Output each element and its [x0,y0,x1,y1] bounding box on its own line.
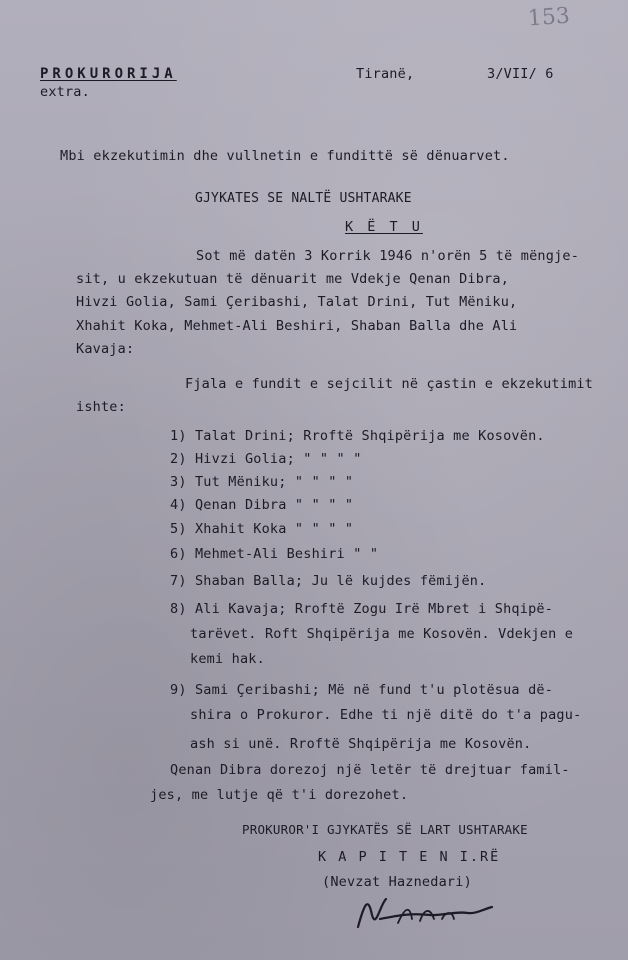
entry-7: 7) Shaban Balla; Ju lë kujdes fëmijën. [170,573,487,589]
entry-3: 3) Tut Mëniku; " " " " [170,474,354,490]
subject-line: Mbi ekzekutimin dhe vullnetin e fundittë së dënuarvet. [60,148,510,164]
signature-title: PROKUROR'I GJYKATËS SË LART USHTARAKE [242,822,528,837]
entry-9-line-2: shira o Prokuror. Edhe ti një ditë do t'a pagu- [190,707,582,723]
closing-line-1: Qenan Dibra dorezoj një letër të drejtuar famil- [170,762,570,778]
entry-1: 1) Talat Drini; Rroftë Shqipërija me Kosovën. [170,428,545,444]
entry-5: 5) Xhahit Koka " " " " [170,521,354,537]
intro-line-2: sit, u ekzekutuan të dënuarit me Vdekje Qenan Dibra, [76,271,510,287]
signature-rank: K A P I T E N I.RË [318,849,501,865]
handwritten-signature [350,885,500,935]
place: Tiranë, [356,66,415,82]
intro-line-4: Xhahit Koka, Mehmet-Ali Beshiri, Shaban Balla dhe Ali [76,318,518,334]
office-name: PROKURORIJA [40,66,177,82]
entry-9-line-1: 9) Sami Çeribashi; Më në fund t'u plotësua dë- [170,682,554,698]
last-words-intro-2: ishte: [76,399,126,415]
entry-6: 6) Mehmet-Ali Beshiri " " [170,546,379,562]
entry-8-line-3: kemi hak. [190,651,265,667]
last-words-intro-1: Fjala e fundit e sejcilit në çastin e ekzekutimit [185,376,594,392]
intro-line-5: Kavaja: [76,341,135,357]
intro-line-1: Sot më datën 3 Korrik 1946 n'orën 5 të mëngje- [196,248,580,264]
entry-2: 2) Hivzi Golia; " " " " [170,451,362,467]
addressee-court: GJYKATES SE NALTË USHTARAKE [195,191,412,206]
entry-8-line-2: tarëvet. Roft Shqipërija me Kosovën. Vdekjen e [190,626,574,642]
document-date: 3/VII/ 6 [487,66,554,82]
entry-4: 4) Qenan Dibra " " " " [170,497,354,513]
signature-name: (Nevzat Haznedari) [322,874,472,890]
office-sub: extra. [40,84,90,100]
archive-number: 153 [527,3,571,32]
closing-line-2: jes, me lutje që t'i dorezohet. [150,787,409,803]
entry-9-line-3: ash si unë. Rroftë Shqipërija me Kosovën. [190,736,532,752]
intro-line-3: Hivzi Golia, Sami Çeribashi, Talat Drini, Tut Mëniku, [76,294,518,310]
entry-8-line-1: 8) Ali Kavaja; Rroftë Zogu Irë Mbret i Shqipë- [170,601,554,617]
addressee-here: K Ë T U [345,219,423,235]
